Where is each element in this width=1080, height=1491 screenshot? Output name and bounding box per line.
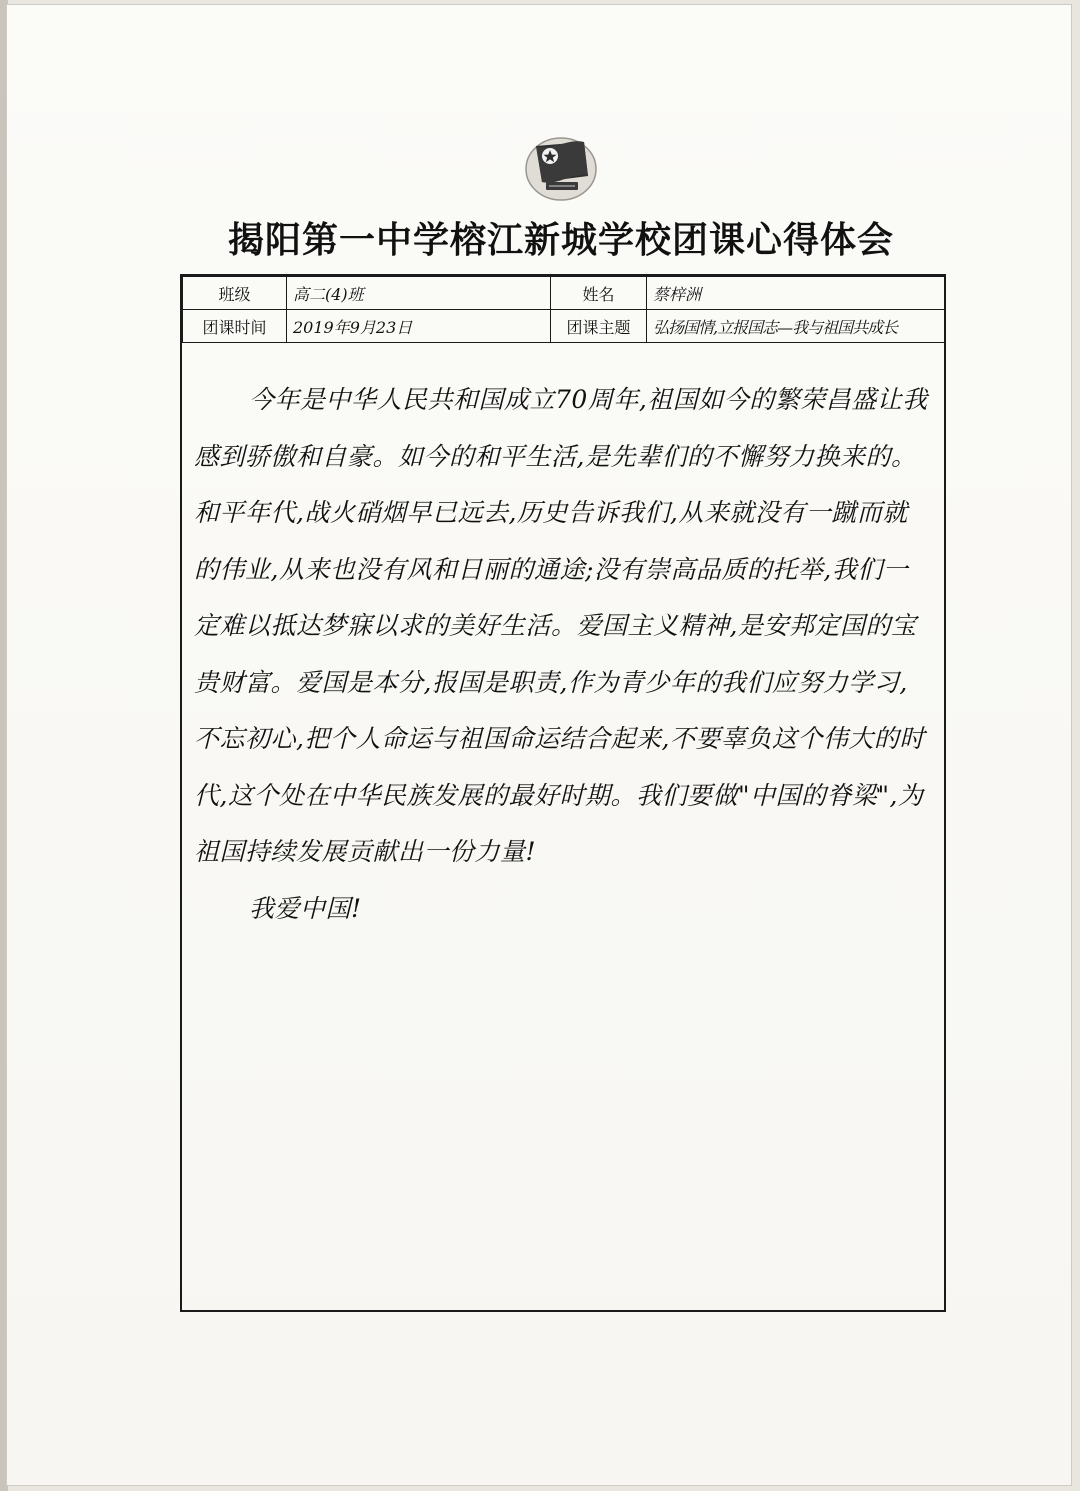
info-row-2 [183, 310, 945, 343]
reflection-text [194, 372, 930, 937]
name-label: 姓名 [551, 277, 647, 310]
document-title: 揭阳第一中学榕江新城学校团课心得体会 [227, 220, 894, 261]
time-label: 团课时间 [183, 310, 287, 343]
class-label: 班级 [183, 277, 287, 310]
youth-league-emblem-icon [522, 132, 600, 202]
time-value: 2019年9月23日 [287, 310, 551, 343]
info-row-1 [183, 277, 945, 310]
name-value: 蔡梓洲 [647, 277, 945, 310]
topic-value: 弘扬国情,立报国志—我与祖国共成长 [647, 310, 945, 343]
topic-label: 团课主题 [551, 310, 647, 343]
report-sheet [180, 274, 946, 1312]
body-paragraph: 今年是中华人民共和国成立70周年,祖国如今的繁荣昌盛让我感到骄傲和自豪。如今的和平生活,是先辈们的不懈努力换来的。和平年代,战火硝烟早已远去,历史告诉我们,从来就没有一蹴而就的伟业,从来也没有风和日丽的通途;没有崇高品质的托举,我们一定难以抵达梦寐以求的美好生活。爱国主义精神,是安邦定国的宝贵财富。爱国是本分,报国是职责,作为青少年的我们应努力学习,不忘初心,把个人命运与祖国命运结合起来,不要辜负这个伟大的时代,这个处在中华民族发展的最好时期。我们要做"中国的脊梁",为祖国持续发展贡献出一份力量! [194, 385, 928, 866]
info-table [182, 276, 945, 343]
class-value: 高二(4)班 [287, 277, 551, 310]
body-paragraph: 我爱中国! [249, 893, 362, 923]
document-page [6, 4, 1072, 1486]
